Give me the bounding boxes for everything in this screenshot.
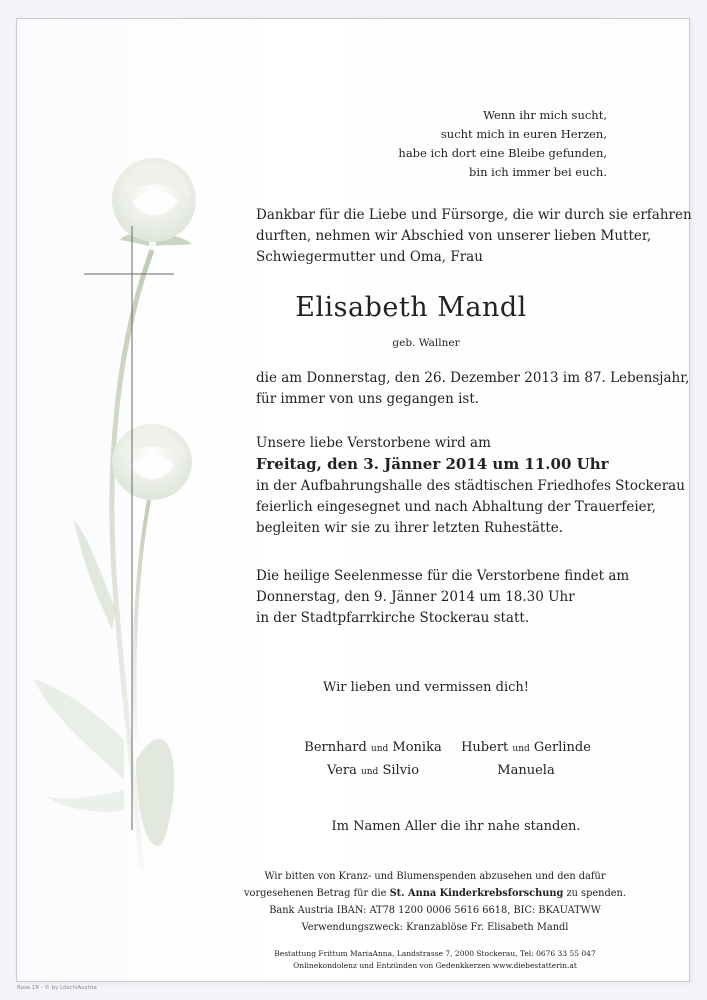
poem-line: bin ich immer bei euch.	[469, 165, 607, 179]
closing-line: Wir lieben und vermissen dich!	[322, 680, 529, 695]
requiem-mass	[256, 566, 629, 629]
donation-line: Wir bitten von Kranz- und Blumenspenden abzusehen und den dafür	[264, 871, 606, 882]
intro-line: Dankbar für die Liebe und Fürsorge, die wir durch sie erfahren	[256, 207, 692, 223]
conjunction: und	[512, 744, 530, 754]
mourner-name: Hubert	[461, 740, 509, 755]
undertaker-address: Bestattung Frittum MariaAnna, Landstrasse 7, 2000 Stockerau, Tel: 0676 33 55 047	[274, 949, 596, 958]
payment-reference: Verwendungszweck: Kranzablöse Fr. Elisabeth Mandl	[301, 922, 569, 933]
deceased-name: Elisabeth Mandl	[295, 292, 527, 323]
mourner-couple	[303, 763, 443, 778]
requiem-mass-line: Die heilige Seelenmesse für die Verstorbene findet am	[256, 568, 630, 584]
poem	[0, 106, 607, 182]
death-notice-line: die am Donnerstag, den 26. Dezember 2013 im 87. Lebensjahr,	[256, 370, 690, 386]
donation-line	[240, 885, 630, 902]
image-credit: Rose 18 - © by LöschiAustria	[17, 985, 97, 991]
death-notice	[256, 368, 689, 410]
mourner-name: Bernhard	[304, 740, 367, 755]
online-condolence-link[interactable]: Onlinekondolenz und Entzünden von Gedenkkerzen www.diebestatterin.at	[293, 961, 577, 970]
poem-line: Wenn ihr mich sucht,	[483, 108, 607, 122]
birth-name: geb. Wallner	[392, 337, 460, 349]
intro-line: Schwiegermutter und Oma, Frau	[256, 249, 483, 265]
white-rose-illustration	[24, 140, 214, 880]
poem-line: sucht mich in euren Herzen,	[440, 127, 607, 141]
funeral-details	[256, 476, 685, 539]
mourner-name: Gerlinde	[533, 740, 591, 755]
mourner-name: Monika	[392, 740, 442, 755]
mourner-couple	[456, 740, 596, 755]
intro-paragraph	[256, 205, 692, 268]
requiem-mass-line: Donnerstag, den 9. Jänner 2014 um 18.30 Uhr	[256, 589, 575, 605]
mourner-name: Vera	[326, 763, 357, 778]
donation-text: zu spenden.	[563, 888, 626, 899]
conjunction: und	[370, 744, 389, 754]
charity-name: St. Anna Kinderkrebsforschung	[389, 888, 564, 899]
funeral-details-line: in der Aufbahrungshalle des städtischen Friedhofes Stockerau	[256, 478, 685, 494]
donation-text: vorgesehenen Betrag für die	[244, 888, 390, 899]
poem-line: habe ich dort eine Bleibe gefunden,	[398, 146, 607, 160]
mourner-single: Manuela	[497, 763, 555, 778]
funeral-details-line: feierlich eingesegnet und nach Abhaltung der Trauerfeier,	[256, 499, 656, 515]
mourner-name: Silvio	[382, 763, 420, 778]
on-behalf-line: Im Namen Aller die ihr nahe standen.	[331, 819, 581, 834]
mourner-couple	[303, 740, 443, 755]
undertaker-footer	[240, 948, 630, 972]
requiem-mass-line: in der Stadtpfarrkirche Stockerau statt.	[256, 610, 530, 626]
funeral-details-line: begleiten wir sie zu ihrer letzten Ruhestätte.	[256, 520, 564, 536]
death-notice-line: für immer von uns gegangen ist.	[256, 391, 480, 407]
bank-details: Bank Austria IBAN: AT78 1200 0006 5616 6618, BIC: BKAUATWW	[269, 905, 601, 916]
funeral-intro: Unsere liebe Verstorbene wird am	[256, 435, 491, 451]
funeral-date: Freitag, den 3. Jänner 2014 um 11.00 Uhr	[256, 455, 609, 473]
donation-note	[240, 868, 630, 936]
conjunction: und	[360, 767, 379, 777]
intro-line: durften, nehmen wir Abschied von unserer lieben Mutter,	[256, 228, 652, 244]
